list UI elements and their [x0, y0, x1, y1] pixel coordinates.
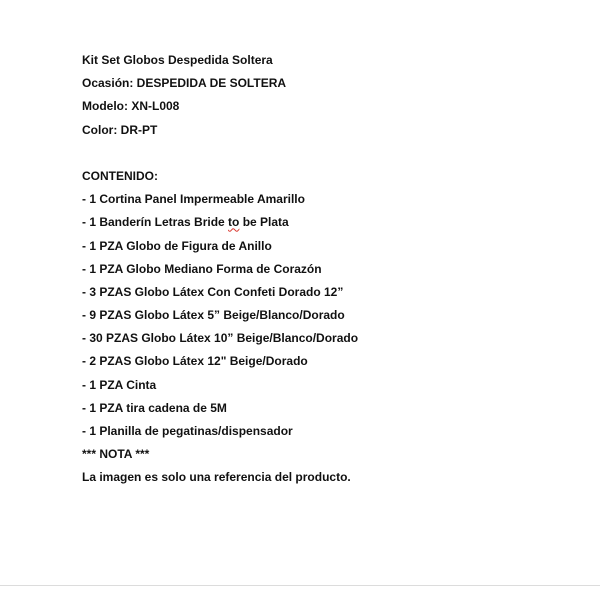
contents-item-banner: [82, 211, 582, 234]
contents-item-12in-balloons: - 2 PZAS Globo Látex 12" Beige/Dorado: [82, 354, 308, 369]
model-line: Modelo: XN-L008: [82, 99, 180, 114]
contents-heading: CONTENIDO:: [82, 168, 158, 183]
banner-text-end: be Plata: [239, 215, 289, 230]
contents-item-10in-balloons: - 30 PZAS Globo Látex 10” Beige/Blanco/Dorado: [82, 331, 359, 346]
contents-item-chain-strip: - 1 PZA tira cadena de 5M: [82, 400, 227, 415]
note-text: La imagen es solo una referencia del producto.: [82, 470, 351, 485]
contents-item-curtain: - 1 Cortina Panel Impermeable Amarillo: [82, 192, 305, 207]
spellcheck-word: to: [228, 215, 240, 230]
banner-text-start: - 1 Banderín Letras Bride: [82, 215, 229, 230]
occasion-line: Ocasión: DESPEDIDA DE SOLTERA: [82, 76, 287, 91]
contents-item-ribbon: - 1 PZA Cinta: [82, 377, 157, 392]
product-title: Kit Set Globos Despedida Soltera: [82, 53, 273, 67]
blank-line: [82, 142, 582, 165]
contents-item-confetti-balloons: - 3 PZAS Globo Látex Con Confeti Dorado 12”: [82, 284, 344, 299]
page-divider: [0, 585, 600, 586]
document-body: [82, 49, 582, 490]
contents-item-ring-balloon: - 1 PZA Globo de Figura de Anillo: [82, 238, 272, 253]
contents-item-heart-balloon: - 1 PZA Globo Mediano Forma de Corazón: [82, 261, 322, 276]
color-line: Color: DR-PT: [82, 122, 158, 137]
contents-item-sticker-sheet: - 1 Planilla de pegatinas/dispensador: [82, 424, 293, 438]
contents-item-5in-balloons: - 9 PZAS Globo Látex 5” Beige/Blanco/Dorado: [82, 308, 345, 323]
note-label: *** NOTA ***: [82, 447, 150, 462]
